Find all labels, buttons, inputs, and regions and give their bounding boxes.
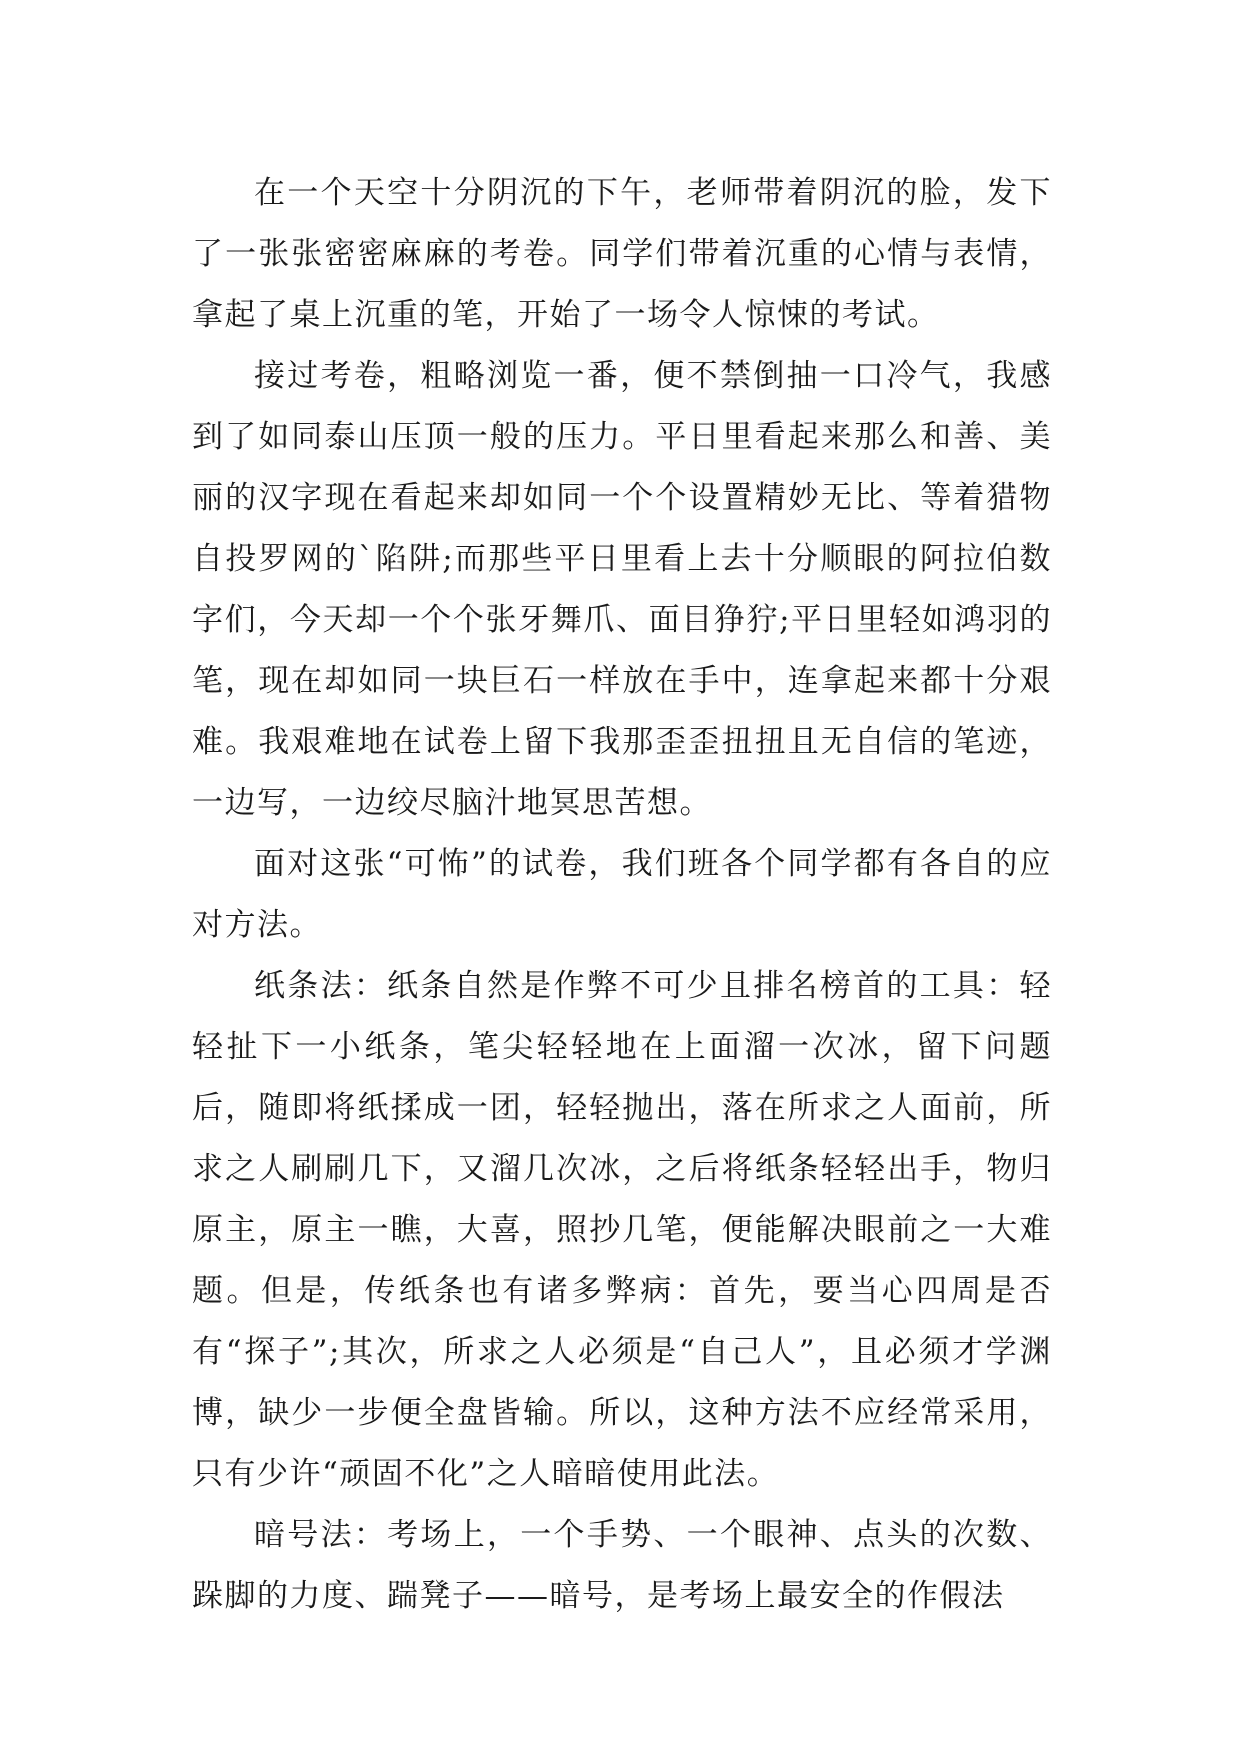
paragraph-1: 在一个天空十分阴沉的下午，老师带着阴沉的脸，发下了一张张密密麻麻的考卷。同学们带着沉重的心情与表情，拿起了桌上沉重的笔，开始了一场令人惊悚的考试。 bbox=[192, 175, 1052, 333]
paragraph-5: 暗号法：考场上，一个手势、一个眼神、点头的次数、跺脚的力度、踹凳子——暗号，是考场上最安全的作假法 bbox=[192, 1517, 1052, 1614]
paragraph-3: 面对这张“可怖”的试卷，我们班各个同学都有各自的应对方法。 bbox=[192, 846, 1052, 943]
paragraph-4: 纸条法：纸条自然是作弊不可少且排名榜首的工具：轻轻扯下一小纸条，笔尖轻轻地在上面溜一次冰，留下问题后，随即将纸揉成一团，轻轻抛出，落在所求之人面前，所求之人刷刷几下，又溜几次冰，之后将纸条轻轻出手，物归原主，原主一瞧，大喜，照抄几笔，便能解决眼前之一大难题。但是，传纸条也有诸多弊病：首先，要当心四周是否有“探子”;其次，所求之人必须是“自己人”，且必须才学渊博，缺少一步便全盘皆输。所以，这种方法不应经常采用，只有少许“顽固不化”之人暗暗使用此法。 bbox=[192, 968, 1052, 1492]
document-body bbox=[192, 163, 1052, 1627]
paragraph-2: 接过考卷，粗略浏览一番，便不禁倒抽一口冷气，我感到了如同泰山压顶一般的压力。平日里看起来那么和善、美丽的汉字现在看起来却如同一个个设置精妙无比、等着猎物自投罗网的`陷阱;而那些平日里看上去十分顺眼的阿拉伯数字们，今天却一个个张牙舞爪、面目狰狞;平日里轻如鸿羽的笔，现在却如同一块巨石一样放在手中，连拿起来都十分艰难。我艰难地在试卷上留下我那歪歪扭扭且无自信的笔迹，一边写，一边绞尽脑汁地冥思苦想。 bbox=[192, 358, 1052, 821]
